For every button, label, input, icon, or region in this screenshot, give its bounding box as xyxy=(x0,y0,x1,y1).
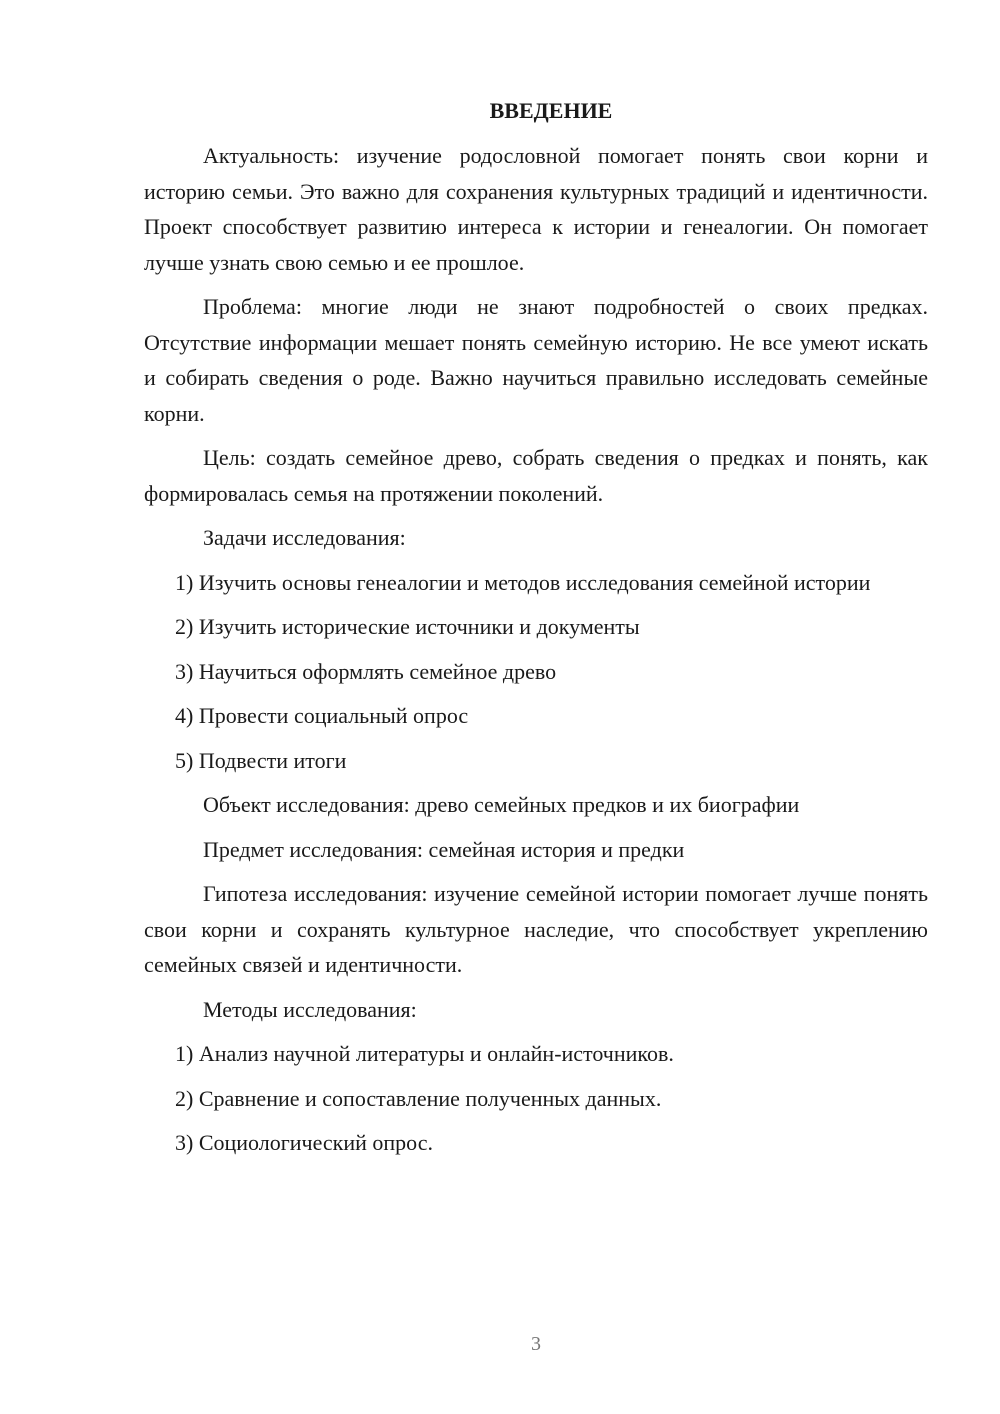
list-item: 1) Изучить основы генеалогии и методов исследования семейной истории xyxy=(175,569,871,595)
list-item: 4) Провести социальный опрос xyxy=(175,703,469,728)
methods-list xyxy=(144,1036,928,1161)
list-item: 1) Анализ научной литературы и онлайн-источников. xyxy=(175,1041,674,1066)
problem-paragraph: Проблема: многие люди не знают подробностей о своих предках. Отсутствие информации мешает понять семейную историю. Не все умеют искать и собирать сведения о роде. Важно научиться правильно исследовать семейные корни. xyxy=(144,294,928,426)
relevance-paragraph: Актуальность: изучение родословной помогает понять свои корни и историю семьи. Это важно для сохранения культурных традиций и идентичности. Проект способствует развитию интереса к истории и генеалогии. Он помогает лучше узнать свою семью и ее прошлое. xyxy=(144,143,928,275)
list-item: 2) Сравнение и сопоставление полученных данных. xyxy=(175,1085,662,1111)
tasks-heading: Задачи исследования: xyxy=(203,525,406,550)
object-paragraph: Объект исследования: древо семейных предков и их биографии xyxy=(203,792,800,817)
section-heading: ВВЕДЕНИЕ xyxy=(489,98,613,123)
list-item: 3) Научиться оформлять семейное древо xyxy=(175,658,557,684)
list-item: 5) Подвести итоги xyxy=(175,747,347,773)
list-item: 3) Социологический опрос. xyxy=(175,1130,433,1155)
page-content xyxy=(144,96,928,1170)
list-item: 2) Изучить исторические источники и документы xyxy=(175,614,640,639)
subject-paragraph: Предмет исследования: семейная история и предки xyxy=(203,836,685,862)
hypothesis-paragraph: Гипотеза исследования: изучение семейной истории помогает лучше понять свои корни и сохранять культурное наследие, что способствует укреплению семейных связей и идентичности. xyxy=(144,881,928,977)
page-number: 3 xyxy=(531,1333,541,1355)
tasks-list xyxy=(144,565,928,779)
methods-heading: Методы исследования: xyxy=(203,996,417,1022)
goal-paragraph: Цель: создать семейное древо, собрать сведения о предках и понять, как формировалась семья на протяжении поколений. xyxy=(144,445,928,506)
